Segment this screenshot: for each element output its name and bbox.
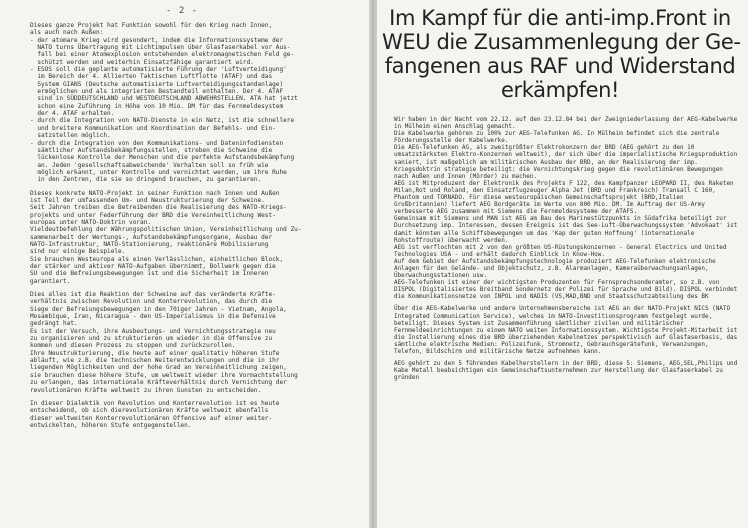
- page-number: - 2 -: [166, 6, 199, 16]
- left-page: [0, 0, 372, 528]
- right-body: [382, 116, 741, 382]
- right-paragraph-1: Wir haben in der Nacht vom 22.12. auf den 23.12.84 bei der Zweigniederlassung der AEG-Kabelwerke in Mülheim einen Anschlag gemacht. Die Kabelwerke gehören zu 100% zur AEG-Telefunken AG. In Mülheim befindet sich die zentrale Förderungsstelle der Kabelwerke. Die AEG-Telefunken AG, als zweitgrößter Elektrokonzern der BRD (AEG gehört zu den 10 umsatzstärksten Elektro-Konzernen weltweit), der sich über die imperialistische Kriegsproduktion saniert, ist maßgeblich am militärischen Ausbau der BRD, an der Realisierung der imp. Kriegsdoktrin strategie beteiligt: die Vernichtungskrieg gegen die revolutionären Bewegungen nach Außen und Innen (Mörder) zu machen. AEG ist Mitproduzent der Elektronik des Projekts F 122, des Kampfpanzer LEOPARD II, des Raketen Milan,Rot und Roland, den Einsatzflugzeuger Alpha Jet (BRD und Frankreich) Transall C 160, Phantom und TORNADO. Für diese westeuropäischen Gemeinschaftsprojekt (BRD,Italien Großbritannien) liefert AEG Bordgeräte im Werte von 800 Mio. DM. Im Auftrag der US-Army verbesserte AEG zusammen mit Siemens die Fernmeldesysteme der ATAFS. Gemeinsam mit Siemens und MAN ist AEG am Bau des Marinestützpunkts in Südafrika beteiligt zur Durchsetzung imp. Interessen, dessen Ereignis ist das See-Luft-Überwachungssystem 'Advokaat' ist damit könnten alle Schiffsbewegungen um das 'Kap der guten Hoffnung' (internationale Rohstoffroute) überwacht werden. AEG ist verflochten mit 2 von den größten US-Rüstungskonzernen - General Electrics und United Technologies USA - und erhält dadurch Einblick in Know-How. Auf dem Gebiet der Aufstandsbekämpfungstechnologie produziert AEG-Telefunken elektronische Anlagen für den Gelände- und Objektschutz, z.B. Alarmanlagen, Kameraüberwachungsanlagen, Überwachungsstationen usw. AEG-Telefunken ist einer der wichtigsten Produzenten für Fernsprechsonderamter, so z.B. von DISPOL (Digitalisiertes Breitband Sondernetz der Polizei für Sprache und Bild). DISPOL verbindet die Kommunikationsnetze von INPOL und NADIS (VS,MAD,BND und Staatsschutzabteilung des BK: [394, 116, 738, 301]
- page-title: [382, 6, 741, 102]
- left-paragraph-4: In dieser Dialektik von Revolution und Konterrevolution ist es heute entscheidend, ob sich dierevolutionären Kräfte weltweit ebenfalls dieser weltweiten Konterrevolutionären Offensive auf einer weiter- entwickelten, höheren Stufe entgegenstellen.: [30, 399, 280, 429]
- title-line: erkämpfen!: [500, 78, 620, 102]
- left-paragraph-3: Dies alles ist die Reaktion der Schweine auf das veränderte Kräfte- verhältnis zwischen Revolution und Konterrevolution, das durch die Siege der Befreiungsbewegungen in den 70iger Jahren - Vietnam, Angola, Mosambique, Iran, Nicaragua - den US-Imperialismus in die Defensive gedrängt hat. Es ist der Versuch, ihre Ausbeutungs- und Vernichtungsstrategie neu zu organisieren und zu strukturieren um wieder in die Offensive zu kommen und diesen Prozess zu stoppen und zurückzurollen. Ihre Neustrukturierung, die heute auf einer qualitativ höheren Stufe abläuft, wie z.B. die technischen Weiterentwicklungen und die in ihr liegenden Möglichkeiten und der hohe Grad an Vereinheitlichung zeigen, sie brauchen diese höhere Stufe, um weltweit wieder ihre Vormachtstellung zu erlangen, das internationale Kräfteverhältnis durch Vernichtung der revolutionären Kräfte weltweit zu ihren Gunsten zu entscheiden.: [30, 291, 298, 394]
- title-line: WEU die Zusammenlegung der Ge-: [382, 30, 741, 54]
- right-page: [374, 0, 748, 528]
- right-paragraph-3: AEG gehört zu den 5 führenden Kabelherstellern in der BRD, diese 5: Siemens, AEG,SEL,Philips und Kabe Metall beabsichtigen ein Gemeinschaftsunternehmen zur Herstellung der Glasfaserkabel zu gründen: [394, 360, 741, 382]
- left-paragraph-2: Dieses konkrete NATO-Projekt in seiner Funktion nach Innen und Außen ist Teil der umfassenden Um- und Neustrukturierung der Schweine. Seit Jahren treiben die Betreibenden die Realisierung des NATO-Kriegs- projekts und unter Federführung der BRD die Vereinheitlichung West- europas unter NATO-Doktrin voran. Vieldeutbefehlung der Währungspolitischen Union, Vereinheitlichung und Zu- sammenarbeit der Wertungs-, Aufstandsbekämpfungsorgane, Ausbau der NATO-Infrastruktur, NATO-Stationierung, reaktionäre Mobilisierung sind nur einige Beispiele. Sie brauchen Westeuropa als einen Verlässlichen, einheitlichen Block, der stärker und aktiver NATO-Aufgaben übernimmt, Bollwerk gegen die SU und die Befreiungsbewegungen ist und die Sicherheit im Inneren garantiert.: [30, 189, 302, 285]
- title-line: Im Kampf für die anti-imp.Front in: [389, 6, 731, 30]
- title-line: fangenen aus RAF und Widerstand: [384, 54, 736, 78]
- left-paragraph-1: Dieses ganze Projekt hat Funktion sowohl für den Krieg nach Innen, als auch nach Außen: - der atomare Krieg wird gesondert, indem die Informationssysteme der NATO turns Übertragung mit Lichtimpulsen über Glasfaserkabel vor Aus- fall bei einer Atomexplosion entstehenden elektromagnetischen Feld ge- schützt werden und weiterhin Einsatzfähige garantiert wird. - ESOS soll die geplante automatisierte Führung der 'Luftverteidigung' im Bereich der 4. Allierten Taktischen Luftflotte (ATAF) und das System GIANS (Deutsche automatisierte Luftverteidigungsstandanlage) ermöglichen und als integrierten Bestandteil enthalten. Der 4. ATAF sind in SÜDDEUTSCHLAND und WESTDEUTSCHLAND ABWEHRSTELLEN. ATA hat jetzt schon eine Zuführung in Höhe von 10 Mio. DM für das Fernmeldesystem der 4. ATAF erhalten. - durch die Integration von NATO-Dienste in ein Netz, ist die schnellere und breitere Kommunikation und Koordination der Befehls- und Ein- satzstellen möglich. - durch die Integration von den Kommunikations- und Dateninfodiensten sämtlicher Aufstandsbekämpfungsstellen, streben die Schweine die lückenlose Kontrolle der Menschen und die perfekte Aufstandsbekämpfung an. Jeden 'gesellschaftsabweichende' Verhalten soll so früh wie möglich erkannt, unter Kontrolle und vernichtet werden, um ihre Ruhe in den Zentren, die sie so dringend brauchen, zu garantieren.: [30, 22, 298, 184]
- page-gutter: [369, 0, 377, 528]
- right-paragraph-2: Über die AEG-Kabelwerke und andere Unternehmensbereiche ist AEG an der NATO-Projekt NICS (NATO Integrated Communication Service), welches im NATO-Investitionsprogramm festgelegt wurde, beteiligt. Dieses System ist Zusammenführung sämtlicher zivilen und militärischer Fernmeldeeinrichtungen zu einem NATO weiten Informationssystem. Wichtigste Projekt-Mitarbeit ist die Installierung eines die BRD überziehenden Kabelnetzes perspektivisch auf Glasfaserbasis, das sämtliche elektrische Medien: Polizeifunk, Stromnetz, Gebrauchsgerätefunk, Verwanzungen, Telefon, Bildschirm und militärische Netze aufnehmen kann.: [394, 305, 741, 355]
